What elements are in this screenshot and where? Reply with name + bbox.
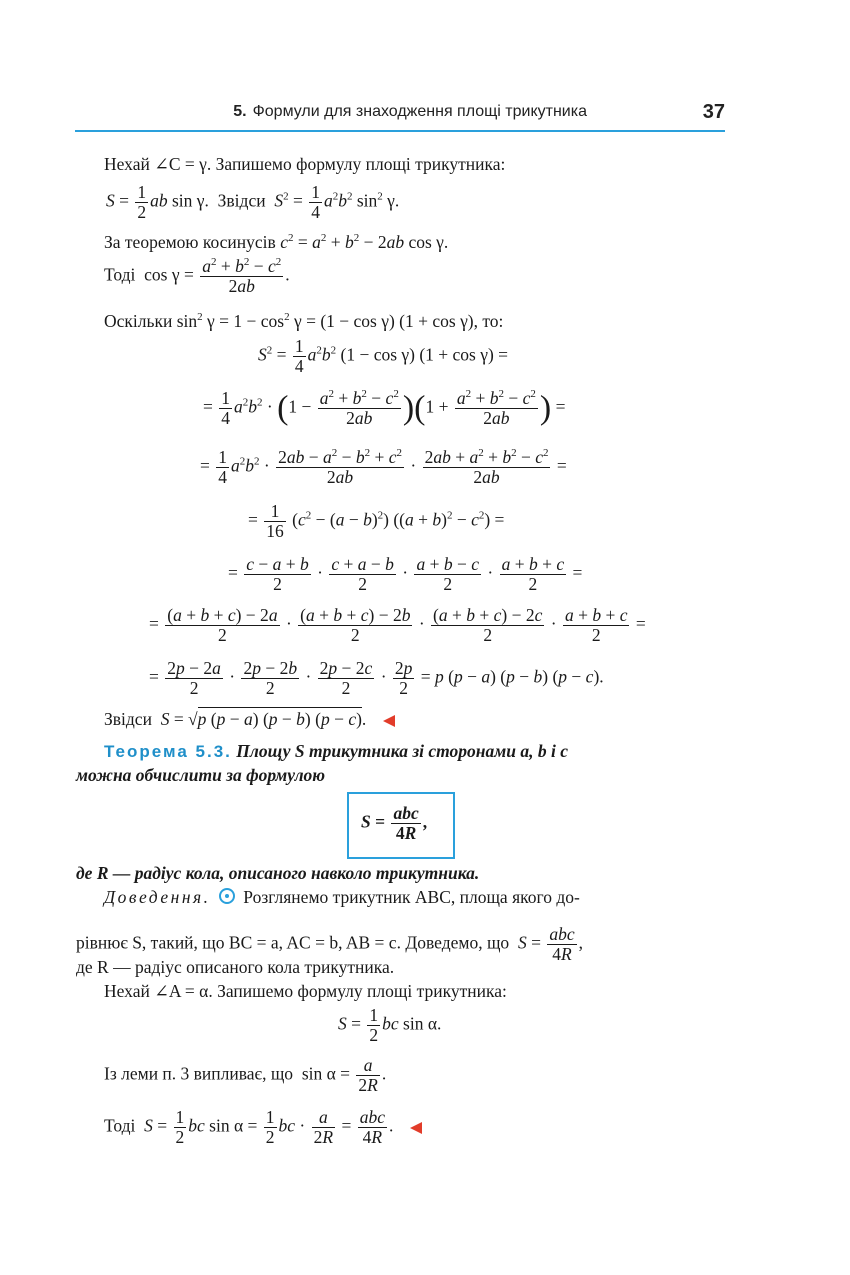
todi-word: Тоді: [104, 264, 136, 285]
deriv-line-3: = $\frac{1}{4}$ $a^2b^2$ · $\frac{2ab - a^2 - b^2 + c^2}{2ab}$ · $\frac{2ab + a^2 + b^2 - c^2}{2ab}$ =: [200, 447, 567, 487]
line-area-formula: S = $\frac{1}{2}$ ab sin γ. Звідси $S^2$ = $\frac{1}{4}$ $a^2b^2$ $\sin^2 \gamma$.: [106, 182, 400, 222]
line-cosine-theorem: За теоремою косинусів $c^2 = a^2 + b^2 - 2ab$ cos γ.: [104, 232, 449, 252]
end-of-proof-marker-2: [410, 1122, 422, 1134]
theorem-text-3: де R — радіус кола, описаного навколо трикутника.: [76, 863, 480, 883]
deriv-line-5: = $\frac{c - a + b}{2}$ · $\frac{c + a - b}{2}$ · $\frac{a + b - c}{2}$ · $\frac{a + b + c}{2}$ =: [228, 554, 583, 594]
since-end: , то:: [473, 311, 504, 331]
proof-line-6: Тоді S = $\frac{1}{2}$ bc sin α = $\frac{1}{2}$ bc · $\frac{a}{2R}$ = $\frac{\text{abc}}{4R}$ .: [104, 1108, 422, 1147]
line-since: Оскільки $\sin^2 \gamma = 1 - \cos^2 \gamma = (1 - \cos \gamma) (1 + \cos \gamma)$, то:: [104, 311, 504, 331]
end-of-proof-marker: [383, 715, 395, 727]
deriv-line-7: = $\frac{2p - 2a}{2}$ · $\frac{2p - 2b}{2}$ · $\frac{2p - 2c}{2}$ · $\frac{2p}{2}$ = p (p − a) (p − b) (p − c).: [149, 658, 604, 698]
zvidsy-word: Звідси: [217, 190, 266, 211]
proof-text-3: де R — радіус описаного кола трикутника.: [76, 957, 395, 977]
section-number: 5.: [233, 103, 247, 120]
theorem-line-1: [104, 740, 568, 763]
section-title: Формули для знаходження площі трикутника: [252, 103, 587, 120]
deriv-line-2: = $\frac{1}{4}$ $a^2b^2 \cdot (1$ − $\frac{a^2 + b^2 - c^2}{2ab}$ )(1 + $\frac{a^2 + b^2 - c^2}{2ab}$ ) =: [203, 388, 566, 428]
proof-text-5: Із леми п. 3 випливає, що: [104, 1063, 294, 1084]
deriv-line-1: $S^2$ = $\frac{1}{4}$ $a^2b^2$ (1 − cos γ) (1 + cos γ) =: [258, 336, 509, 376]
line-cos-gamma: Тоді cos γ = $\frac{a^2 + b^2 - c^2}{2ab}$ .: [104, 256, 290, 296]
proof-start-icon: [219, 888, 235, 904]
deriv-line-6: = $\frac{(a + b + c) - 2a}{2}$ · $\frac{(a + b + c) - 2b}{2}$ · $\frac{(a + b + c) - 2c}{2}$ · $\frac{a + b + c}{2}$ =: [149, 605, 646, 645]
line-let-c: Нехай ∠C = γ. Запишемо формулу площі трикутника:: [104, 154, 506, 174]
theorem-text-2: можна обчислити за формулою: [76, 765, 326, 785]
zvidsy-final: Звідси: [104, 709, 152, 729]
deriv-line-4: = $\frac{1}{16}$ $(c^2 - (a - b)^2) ((a + b)^2 - c^2)$ =: [248, 501, 505, 541]
cosine-theorem-text: За теоремою косинусів: [104, 232, 276, 252]
heron-result: Звідси S = √p (p − a) (p − b) (p − c).: [104, 708, 395, 730]
boxed-formula: S = $\frac{\text{abc}}{4R}$ ,: [361, 803, 428, 843]
page-number: 37: [702, 101, 725, 123]
theorem-title: Теорема 5.3.: [104, 742, 232, 761]
proof-word: Доведення.: [104, 887, 211, 907]
since-word: Оскільки: [104, 311, 173, 331]
proof-line-5: Із леми п. 3 випливає, що sin α = $\frac{a}{2R}$ .: [104, 1055, 387, 1095]
proof-text-1: Розглянемо трикутник ABC, площа якого до-: [243, 887, 580, 907]
proof-todi-word: Тоді: [104, 1115, 136, 1136]
proof-line-2: рівнює S, такий, що BC = a, AC = b, AB = c. Доведемо, що S = $\frac{\text{abc}}{4R}$ ,: [76, 924, 583, 964]
proof-line-1: [104, 886, 580, 908]
page-header: [75, 100, 725, 132]
proof-text-2: рівнює S, такий, що BC = a, AC = b, AB = c. Доведемо, що: [76, 932, 510, 953]
proof-text-4: Нехай ∠A = α. Запишемо формулу площі трикутника:: [104, 981, 507, 1001]
running-title: [233, 103, 587, 121]
area-sin-alpha: S = $\frac{1}{2}$ bc sin α.: [338, 1005, 442, 1045]
theorem-text-1: Площу S трикутника зі сторонами a, b і c: [236, 741, 568, 761]
